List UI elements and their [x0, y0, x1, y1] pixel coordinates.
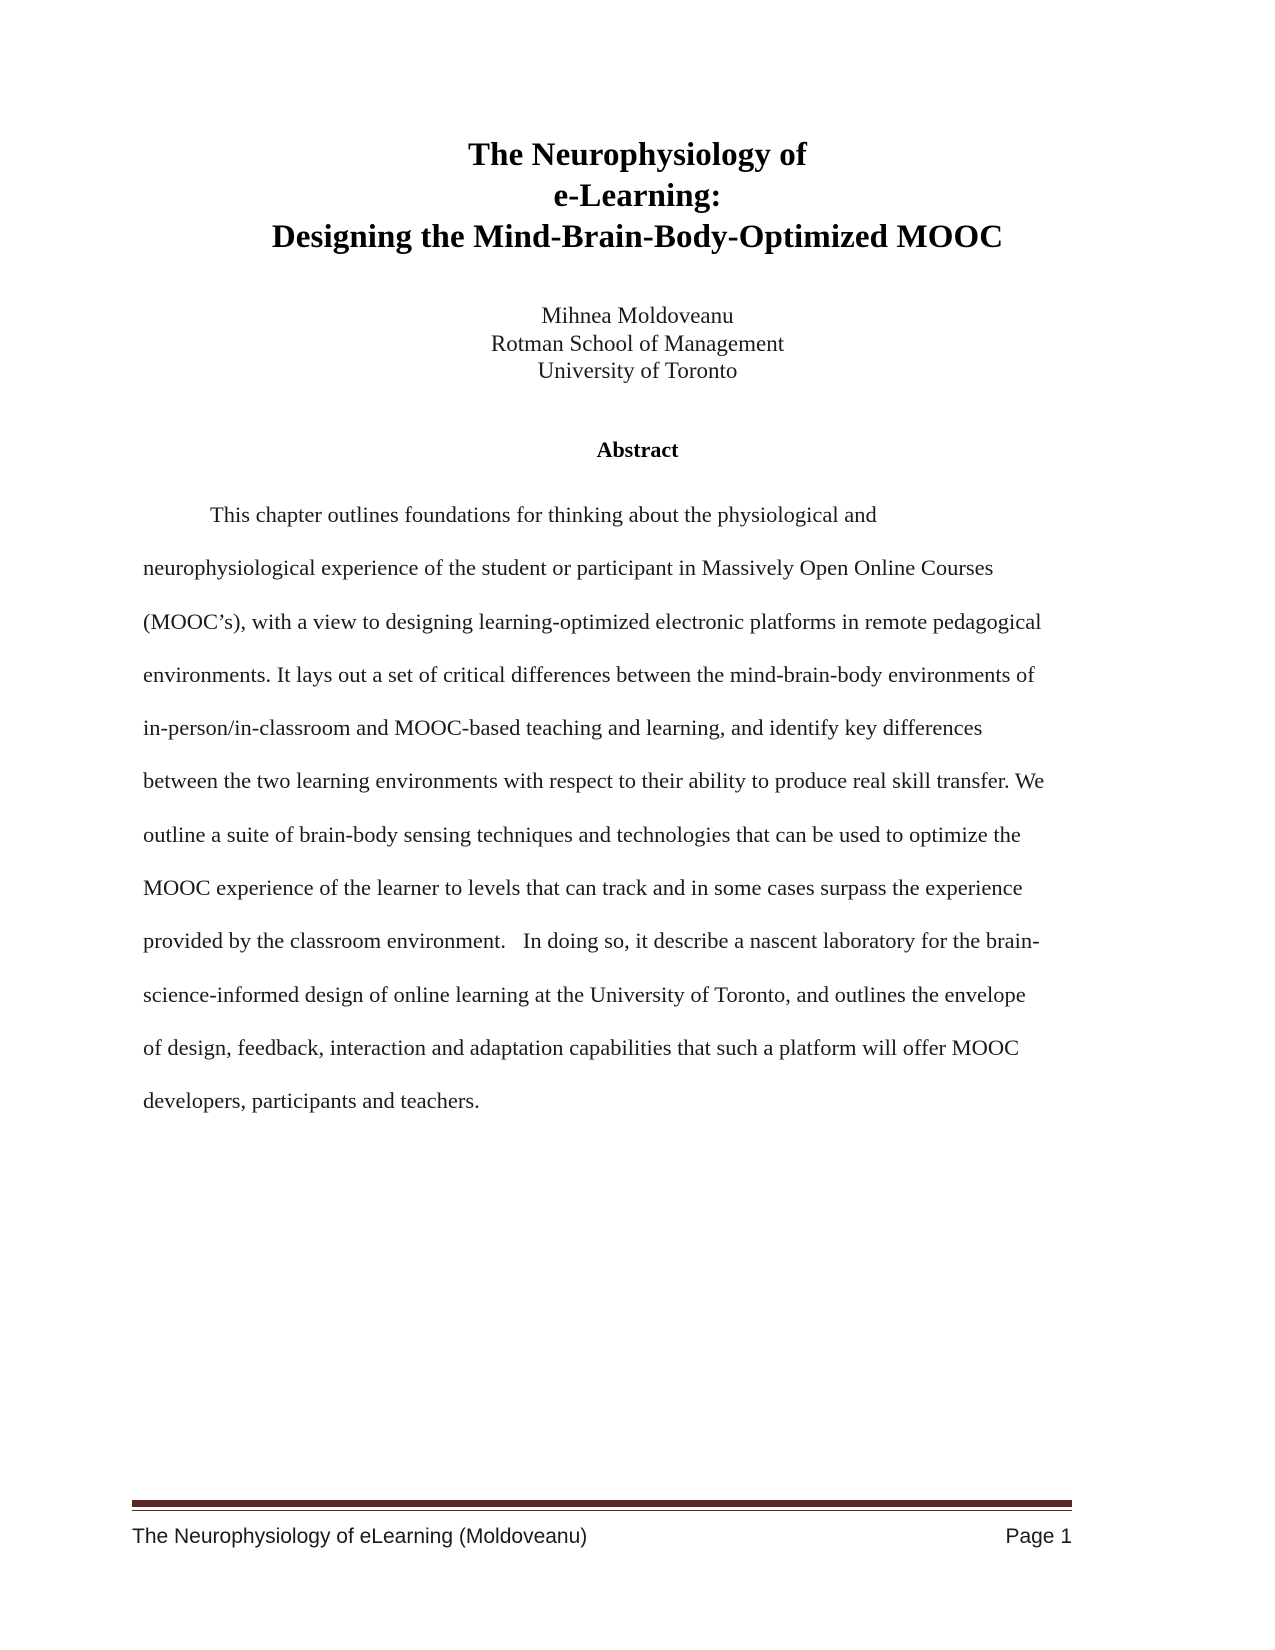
abstract-line: (MOOC’s), with a view to designing learning-optimized electronic platforms in remote pedagogical	[143, 608, 1042, 634]
abstract-line: of design, feedback, interaction and adaptation capabilities that such a platform will offer MOOC	[143, 1034, 1020, 1060]
abstract-heading: Abstract	[596, 437, 679, 462]
abstract-line: environments. It lays out a set of critical differences between the mind-brain-body environments of	[143, 661, 1035, 687]
author-name: Mihnea Moldoveanu	[541, 303, 734, 328]
footer-title-text: The Neurophysiology of eLearning (Moldoveanu)	[132, 1525, 588, 1548]
footer-rule-thick	[132, 1500, 1072, 1507]
author-affiliation: Rotman School of Management	[490, 330, 785, 356]
title-line-3: Designing the Mind-Brain-Body-Optimized MOOC	[271, 219, 1004, 255]
document-title	[145, 135, 1130, 258]
abstract-line: between the two learning environments with respect to their ability to produce real skill transfer. We	[143, 768, 1045, 794]
abstract-line: in-person/in-classroom and MOOC-based teaching and learning, and identify key differences	[143, 715, 983, 741]
title-line-2: e-Learning:	[553, 178, 722, 214]
author-institution: University of Toronto	[537, 358, 738, 383]
title-line-1: The Neurophysiology of	[468, 137, 807, 173]
footer-row	[132, 1525, 1072, 1549]
abstract-body	[143, 488, 1068, 1128]
abstract-line: outline a suite of brain-body sensing techniques and technologies that can be used to optimize the	[143, 821, 1021, 847]
author-block	[145, 302, 1130, 385]
footer-rule-thin	[132, 1510, 1072, 1511]
footer-page-number: Page 1	[1005, 1525, 1072, 1548]
abstract-line: MOOC experience of the learner to levels that can track and in some cases surpass the experience	[143, 875, 1023, 901]
abstract-line: This chapter outlines foundations for thinking about the physiological and	[210, 502, 877, 527]
abstract-line: neurophysiological experience of the student or participant in Massively Open Online Courses	[143, 555, 994, 581]
page-footer	[132, 1500, 1072, 1549]
abstract-line: science-informed design of online learning at the University of Toronto, and outlines the envelope	[143, 981, 1026, 1007]
abstract-line: provided by the classroom environment. In doing so, it describe a nascent laboratory for the brain-	[143, 928, 1040, 954]
abstract-line: developers, participants and teachers.	[143, 1088, 480, 1114]
